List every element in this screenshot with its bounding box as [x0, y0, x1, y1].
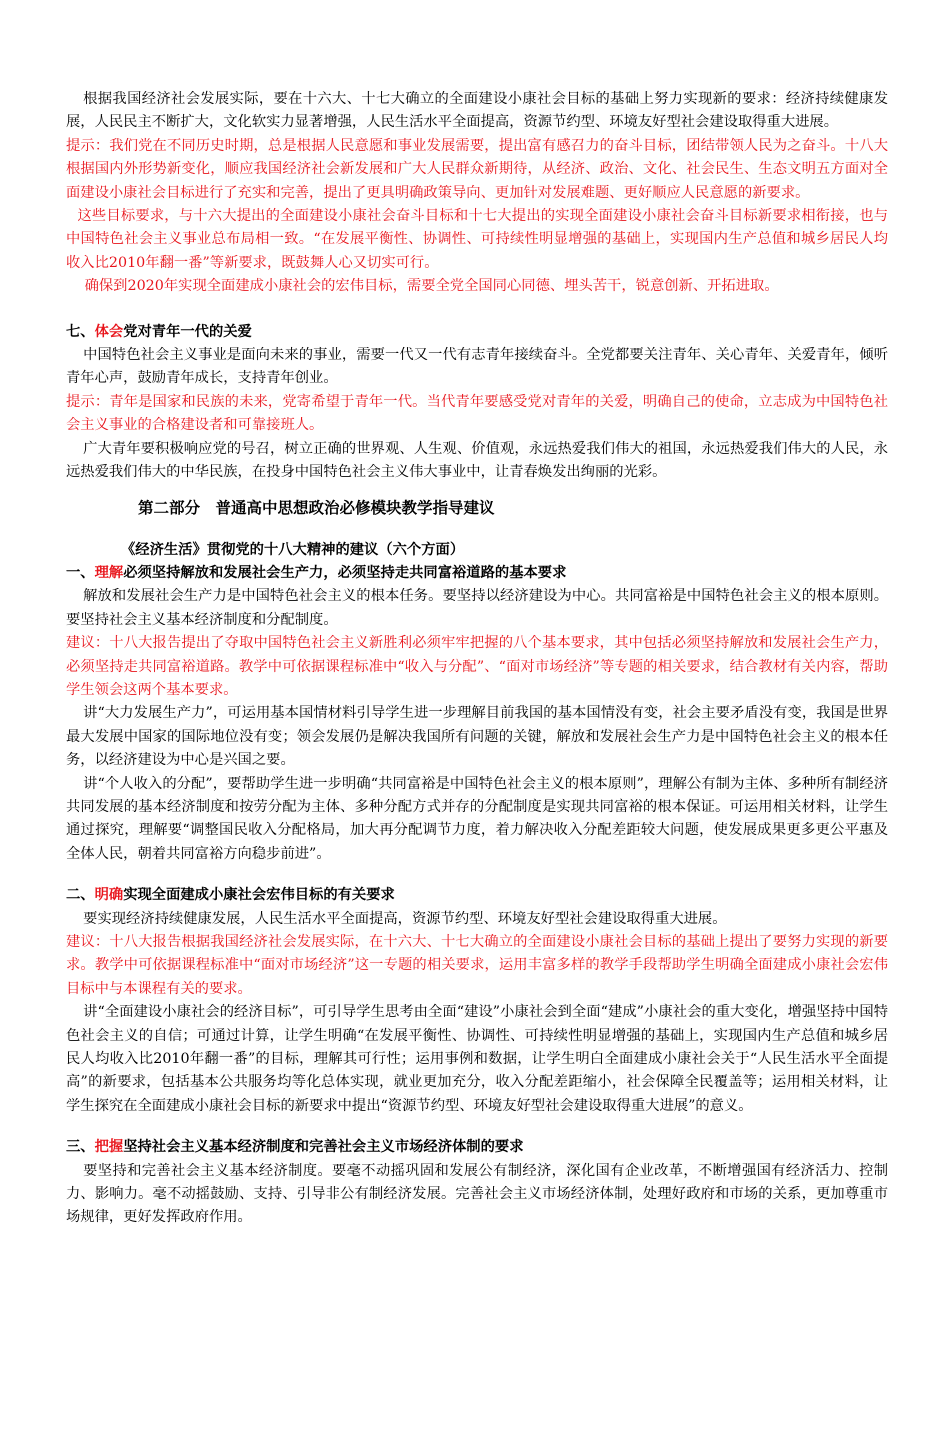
section-c-keyword: 把握: [94, 1139, 124, 1156]
section-a-heading: [66, 562, 888, 585]
section-a-tip: 建议：十八大报告提出了夺取中国特色社会主义新胜利必须牢牢把握的八个基本要求，其中包括必须坚持解放和发展社会生产力，必须坚持走共同富裕道路。教学中可依据课程标准中“收入与分配”、“面对市场经济”等专题的相关要求，结合教材有关内容，帮助学生领会这两个基本要求。: [66, 635, 888, 698]
section-b-heading: [66, 884, 888, 907]
section-7-tip: 提示：青年是国家和民族的未来，党寄希望于青年一代。当代青年要感受党对青年的关爱，明确自己的使命，立志成为中国特色社会主义事业的合格建设者和可靠接班人。: [66, 393, 888, 434]
document-page: [66, 88, 888, 1230]
intro-tip: 提示：我们党在不同历史时期，总是根据人民意愿和事业发展需要，提出富有感召力的奋斗目标，团结带领人民为之奋斗。十八大根据国内外形势新变化，顺应我国经济社会新发展和广大人民群众新期待，从经济、政治、文化、社会民生、生态文明五方面对全面建设小康社会目标进行了充实和完善，提出了更具明确政策导向、更加针对发展难题、更好顺应人民意愿的新要求。: [66, 137, 888, 201]
section-b-number: 二、: [66, 887, 95, 904]
section-a-paragraph-1: 解放和发展社会生产力是中国特色社会主义的根本任务。要坚持以经济建设为中心。共同富裕是中国特色社会主义的根本原则。要坚持社会主义基本经济制度和分配制度。: [66, 588, 888, 628]
section-c-heading: [66, 1136, 888, 1159]
section-7-number: 七、: [66, 323, 95, 340]
section-c-number: 三、: [66, 1139, 95, 1156]
section-b-paragraph-1: 要实现经济持续健康发展，人民生活水平全面提高，资源节约型、环境友好型社会建设取得重大进展。: [83, 910, 727, 927]
section-a-paragraph-3: 讲“个人收入的分配”，要帮助学生进一步明确“共同富裕是中国特色社会主义的根本原则”，理解公有制为主体、多种所有制经济共同发展的基本经济制度和按劳分配为主体、多种分配方式并存的分配制度是实现共同富裕的根本保证。可运用相关材料，让学生通过探究，理解要“调整国民收入分配格局，加大再分配调节力度，着力解决收入分配差距较大问题，使发展成果更多更公平惠及全体人民，朝着共同富裕方向稳步前进”。: [66, 775, 888, 862]
part-2-title: 第二部分 普通高中思想政治必修模块教学指导建议: [138, 498, 495, 517]
section-c-title: 坚持社会主义基本经济制度和完善社会主义市场经济体制的要求: [123, 1139, 524, 1156]
intro-paragraph-3: 确保到2020年实现全面建成小康社会的宏伟目标，需要全党全国同心同德、埋头苦干，锐意创新、开拓进取。: [84, 278, 779, 295]
section-a-keyword: 理解: [94, 564, 124, 581]
part-2-subtitle: 《经济生活》贯彻党的十八大精神的建议（六个方面）: [121, 541, 465, 558]
section-b-keyword: 明确: [94, 887, 124, 904]
section-a-number: 一、: [66, 564, 95, 581]
section-7-paragraph-1: 中国特色社会主义事业是面向未来的事业，需要一代又一代有志青年接续奋斗。全党都要关注青年、关心青年、关爱青年，倾听青年心声，鼓励青年成长，支持青年创业。: [66, 347, 888, 387]
intro-paragraph-2: 这些目标要求，与十六大提出的全面建设小康社会奋斗目标和十七大提出的实现全面建设小康社会奋斗目标新要求相衔接，也与中国特色社会主义事业总布局相一致。“在发展平衡性、协调性、可持续性明显增强的基础上，实现国内生产总值和城乡居民人均收入比2010年翻一番”等新要求，既鼓舞人心又切实可行。: [66, 208, 888, 271]
section-c-paragraph-1: 要坚持和完善社会主义基本经济制度。要毫不动摇巩固和发展公有制经济，深化国有企业改革，不断增强国有经济活力、控制力、影响力。毫不动摇鼓励、支持、引导非公有制经济发展。完善社会主义市场经济体制，处理好政府和市场的关系，更加尊重市场规律，更好发挥政府作用。: [66, 1162, 888, 1226]
section-a-paragraph-2: 讲“大力发展生产力”，可运用基本国情材料引导学生进一步理解目前我国的基本国情没有变，社会主要矛盾没有变，我国是世界最大发展中国家的国际地位没有变；领会发展仍是解决我国所有问题的关键，解放和发展社会生产力是中国特色社会主义的根本任务，以经济建设为中心是兴国之要。: [66, 705, 888, 769]
section-b-title: 实现全面建成小康社会宏伟目标的有关要求: [123, 887, 395, 904]
section-7-heading: [66, 321, 888, 344]
section-a-title: 必须坚持解放和发展社会生产力，必须坚持走共同富裕道路的基本要求: [123, 564, 567, 581]
section-b-paragraph-2: 讲“全面建设小康社会的经济目标”，可引导学生思考由全面“建设”小康社会到全面“建成”小康社会的重大变化，增强坚持中国特色社会主义的自信；可通过计算，让学生明确“在发展平衡性、协调性、可持续性明显增强的基础上，实现国内生产总值和城乡居民人均收入比2010年翻一番”的目标，理解其可行性；运用事例和数据，让学生明白全面建成小康社会关于“人民生活水平全面提高”的新要求，包括基本公共服务均等化总体实现，就业更加充分，收入分配差距缩小，社会保障全民覆盖等；运用相关材料，让学生探究在全面建成小康社会目标的新要求中提出“资源节约型、环境友好型社会建设取得重大进展”的意义。: [66, 1004, 888, 1114]
intro-paragraph-1: 根据我国经济社会发展实际，要在十六大、十七大确立的全面建设小康社会目标的基础上努力实现新的要求：经济持续健康发展，人民民主不断扩大，文化软实力显著增强，人民生活水平全面提高，资源节约型、环境友好型社会建设取得重大进展。: [66, 91, 888, 131]
section-7-paragraph-2: 广大青年要积极响应党的号召，树立正确的世界观、人生观、价值观，永远热爱我们伟大的祖国，永远热爱我们伟大的人民，永远热爱我们伟大的中华民族，在投身中国特色社会主义伟大事业中，让青春焕发出绚丽的光彩。: [66, 440, 888, 481]
section-b-tip: 建议：十八大报告根据我国经济社会发展实际，在十六大、十七大确立的全面建设小康社会目标的基础上提出了要努力实现的新要求。教学中可依据课程标准中“面对市场经济”这一专题的相关要求，运用丰富多样的教学手段帮助学生明确全面建成小康社会宏伟目标中与本课程有关的要求。: [66, 934, 888, 997]
section-7-title: 党对青年一代的关爱: [123, 323, 252, 340]
section-7-keyword: 体会: [94, 323, 124, 340]
